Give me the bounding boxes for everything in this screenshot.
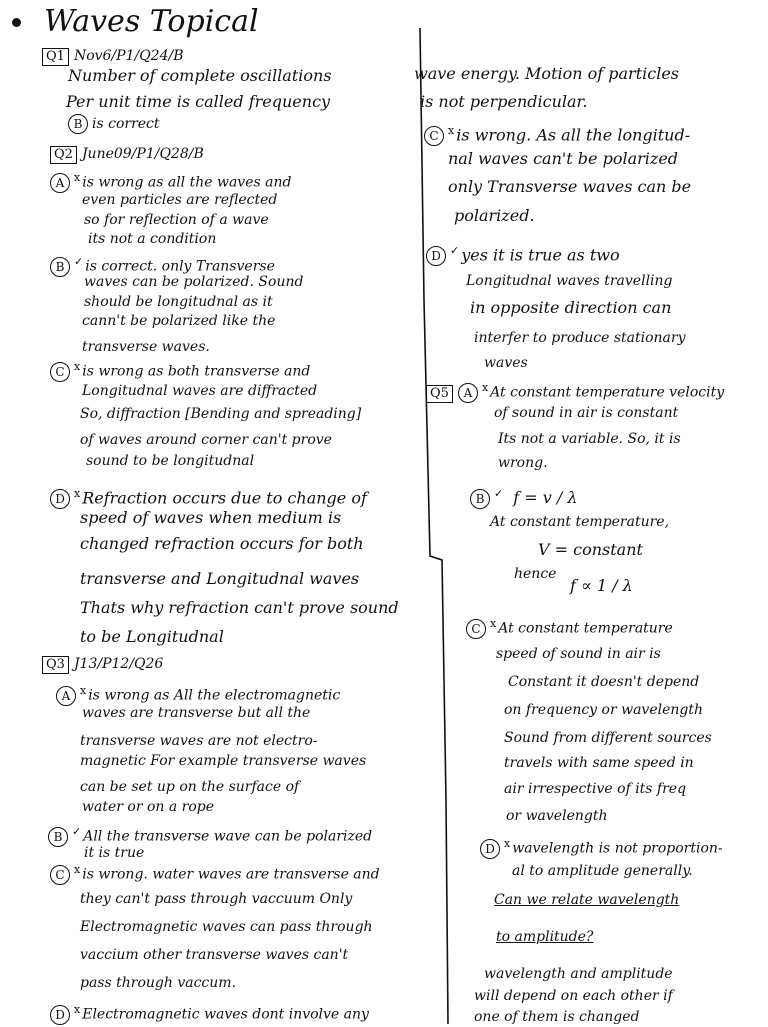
- q2-label: Q2: [50, 146, 77, 164]
- q2-option-a: A $^x$ is wrong as all the waves and: [50, 168, 291, 193]
- option-letter: D: [426, 246, 446, 266]
- option-line: only Transverse waves can be: [448, 177, 692, 196]
- answer-line: will depend on each other if: [474, 988, 673, 1004]
- cross-mark: x: [74, 171, 81, 184]
- option-letter: B: [48, 827, 68, 847]
- option-line: its not a condition: [88, 231, 217, 247]
- option-line: vaccium other transverse waves can't: [80, 947, 349, 963]
- option-line: Sound from different sources: [504, 730, 712, 746]
- option-line: even particles are reflected: [82, 192, 278, 208]
- option-letter: A: [458, 383, 478, 403]
- option-line: on frequency or wavelength: [504, 702, 704, 718]
- option-letter: A: [56, 686, 76, 706]
- continued-line: wave energy. Motion of particles: [414, 64, 680, 83]
- q3-option-b: B ✓ All the transverse wave can be polarized: [48, 822, 372, 847]
- option-line: to be Longitudnal: [80, 627, 224, 646]
- option-line: waves are transverse but all the: [82, 705, 311, 721]
- option-line: in opposite direction can: [470, 298, 672, 317]
- option-letter: D: [50, 1005, 70, 1025]
- option-line: polarized.: [454, 206, 535, 225]
- q1-line: Per unit time is called frequency: [66, 92, 331, 111]
- option-line: travels with same speed in: [504, 755, 694, 771]
- option-line: magnetic For example transverse waves: [80, 753, 367, 769]
- option-letter: C: [50, 865, 70, 885]
- option-line: of waves around corner can't prove: [80, 432, 332, 448]
- option-line: can be set up on the surface of: [80, 779, 300, 795]
- option-line: V = constant: [538, 540, 643, 559]
- q1-label: Q1: [42, 48, 69, 66]
- q3-option-c: C $^x$ is wrong. water waves are transverse and: [50, 860, 380, 885]
- option-line: transverse and Longitudnal waves: [80, 569, 360, 588]
- option-line: so for reflection of a wave: [84, 212, 269, 228]
- answer-line: one of them is changed: [474, 1009, 640, 1025]
- option-line: water or on a rope: [82, 799, 215, 815]
- cross-mark: x: [74, 1003, 81, 1016]
- option-line: waves: [484, 355, 528, 371]
- option-line: transverse waves.: [82, 339, 210, 355]
- q5-option-b: [470, 484, 577, 509]
- option-letter: C: [466, 619, 486, 639]
- q3-option-a: A $^x$ is wrong as All the electromagnetic: [56, 681, 340, 706]
- q4-option-c: C $^x$ is wrong. As all the longitud-: [424, 121, 690, 146]
- q1-header: [42, 46, 184, 66]
- option-letter: D: [480, 839, 500, 859]
- option-line: At constant temperature,: [490, 514, 670, 530]
- question-line: Can we relate wavelength: [494, 892, 680, 908]
- bullet-dot: [12, 18, 21, 27]
- option-line: of sound in air is constant: [494, 405, 679, 421]
- option-line: So, diffraction [Bending and spreading]: [80, 406, 362, 422]
- option-line: or wavelength: [506, 808, 608, 824]
- q1-line: Number of complete oscillations: [68, 66, 332, 85]
- option-line: they can't pass through vaccuum Only: [80, 891, 353, 907]
- cross-mark: x: [490, 617, 497, 630]
- option-letter: A: [50, 173, 70, 193]
- option-line: air irrespective of its freq: [504, 781, 687, 797]
- q5-option-d: D $^x$ wavelength is not proportion-: [480, 834, 723, 859]
- check-mark: ✓: [72, 825, 82, 838]
- q2-option-d: D $^x$ Refraction occurs due to change of: [50, 484, 367, 509]
- q5-option-c: C $^x$ At constant temperature: [466, 614, 673, 639]
- q3-label: Q3: [42, 656, 69, 674]
- q2-option-b: B ✓ is correct. only Transverse: [50, 252, 275, 277]
- option-line: transverse waves are not electro-: [80, 733, 318, 749]
- cross-mark: x: [504, 837, 511, 850]
- cross-mark: x: [74, 487, 81, 500]
- option-line: speed of waves when medium is: [80, 508, 342, 527]
- formula: f = v / λ: [513, 488, 578, 508]
- check-mark: ✓: [450, 244, 460, 257]
- q2-option-c: C $^x$ is wrong as both transverse and: [50, 357, 310, 382]
- option-line: speed of sound in air is: [496, 646, 661, 662]
- formula: f ∝ 1 / λ: [570, 576, 633, 595]
- option-line: al to amplitude generally.: [512, 863, 693, 879]
- option-line: interfer to produce stationary: [474, 330, 686, 346]
- option-letter: D: [50, 489, 70, 509]
- continued-line: is not perpendicular.: [420, 92, 588, 111]
- option-letter: C: [50, 362, 70, 382]
- answer-letter: B: [68, 114, 88, 134]
- option-letter: C: [424, 126, 444, 146]
- option-line: wrong.: [498, 455, 548, 471]
- q5-option-a: Q5 A $^x$ At constant temperature velocity: [426, 378, 724, 403]
- option-line: Its not a variable. So, it is: [498, 431, 681, 447]
- option-line: nal waves can't be polarized: [448, 149, 679, 168]
- question-line: to amplitude?: [496, 929, 594, 945]
- option-line: pass through vaccum.: [80, 975, 237, 991]
- q1-answer: B is correct: [68, 114, 160, 134]
- answer-line: wavelength and amplitude: [484, 966, 673, 982]
- page-title: Waves Topical: [44, 4, 259, 39]
- cross-mark: x: [74, 360, 81, 373]
- q3-option-d: D $^x$ Electromagnetic waves dont involve any: [50, 1000, 369, 1025]
- option-letter: B: [470, 489, 490, 509]
- option-letter: B: [50, 257, 70, 277]
- cross-mark: x: [80, 684, 87, 697]
- q3-ref: J13/P12/Q26: [73, 656, 164, 672]
- option-line: Constant it doesn't depend: [508, 674, 700, 690]
- check-mark: ✓: [74, 255, 84, 268]
- option-line: Longitudnal waves travelling: [466, 273, 673, 289]
- option-line: cann't be polarized like the: [82, 313, 276, 329]
- option-line: Thats why refraction can't prove sound: [80, 598, 399, 617]
- q2-header: [50, 144, 204, 164]
- q4-option-d: D ✓ yes it is true as two: [426, 241, 620, 266]
- option-line: sound to be longitudnal: [86, 453, 255, 469]
- cross-mark: x: [448, 124, 455, 137]
- cross-mark: x: [481, 381, 489, 394]
- option-line: it is true: [84, 845, 145, 861]
- option-line: waves can be polarized. Sound: [84, 274, 304, 290]
- cross-mark: x: [74, 863, 81, 876]
- q1-ref: Nov6/P1/Q24/B: [73, 48, 184, 64]
- option-line: changed refraction occurs for both: [80, 534, 364, 553]
- option-line: should be longitudnal as it: [84, 294, 273, 310]
- check-mark: ✓: [494, 487, 504, 500]
- q3-header: [42, 654, 163, 674]
- q5-label: Q5: [426, 385, 453, 403]
- option-line: hence: [514, 566, 557, 582]
- q2-ref: June09/P1/Q28/B: [81, 146, 204, 162]
- option-line: Longitudnal waves are diffracted: [82, 383, 318, 399]
- option-line: Electromagnetic waves can pass through: [80, 919, 373, 935]
